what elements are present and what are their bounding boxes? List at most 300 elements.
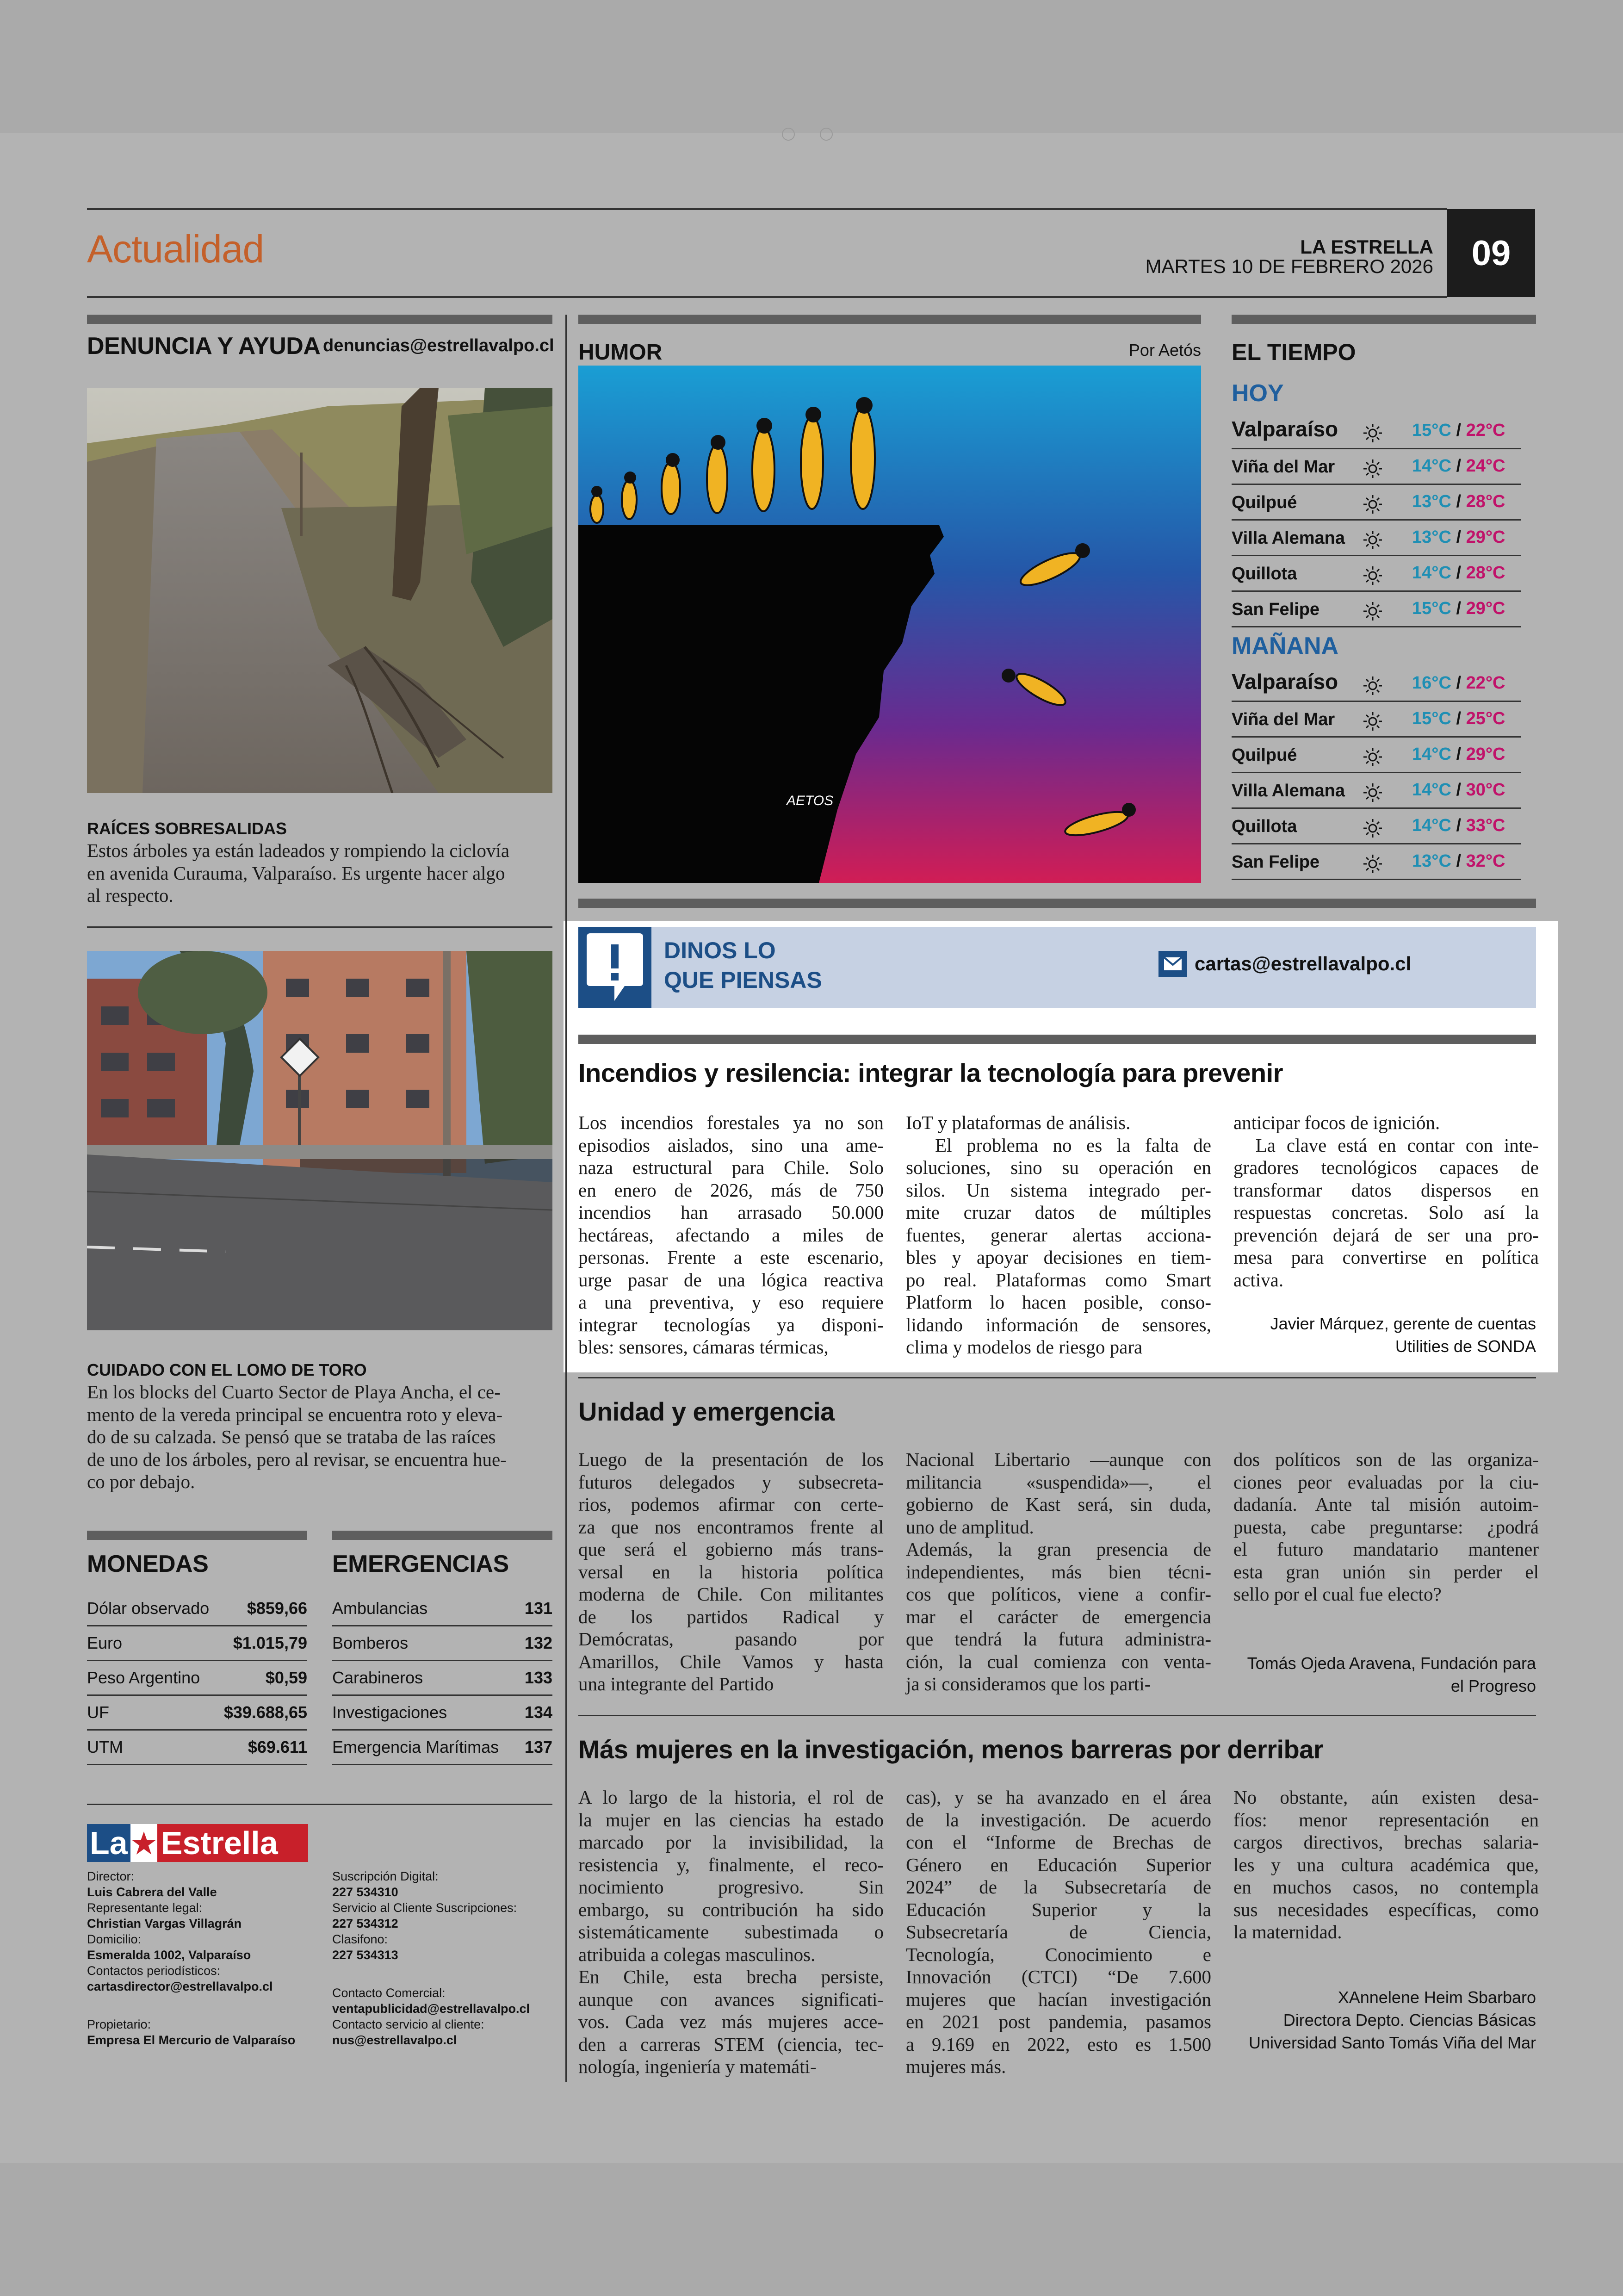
humor-credit: Por Aetós: [1128, 341, 1201, 360]
text-line: embargo, su contribución ha sido: [578, 1899, 884, 1920]
photo-raices: [87, 388, 552, 793]
text-line: naza estructural para Chile. Solo: [578, 1157, 884, 1178]
text-line: za que nos encontramos frente al: [578, 1516, 884, 1538]
weather-city: Villa Alemana: [1232, 528, 1345, 548]
emergencias-table: [332, 1592, 552, 1765]
row-value: $39.688,65: [223, 1703, 307, 1722]
weather-row: [1232, 556, 1521, 592]
text-line: independientes, más bien técni-: [906, 1561, 1211, 1582]
text-line: transformar datos dispersos en: [1233, 1179, 1539, 1201]
weather-row: [1232, 485, 1521, 521]
weather-city: San Felipe: [1232, 600, 1320, 619]
signature-line: XAnnelene Heim Sbarbaro: [1338, 1988, 1536, 2007]
signature-line: Universidad Santo Tomás Viña del Mar: [1249, 2033, 1536, 2052]
text-line: la mujer en las ciencias ha estado: [578, 1809, 884, 1831]
text-line: de los partidos Radical y: [578, 1606, 884, 1627]
text-line: aunque con avances significati-: [578, 1988, 884, 2010]
masthead-logo: [87, 1824, 308, 1862]
caption-line: al respecto.: [87, 885, 173, 906]
row-label: Investigaciones: [332, 1703, 447, 1722]
row-label: Emergencia Marítimas: [332, 1738, 499, 1756]
caption-line: Estos árboles ya están ladeados y rompiendo la ciclovía: [87, 840, 510, 861]
letter1-column-3: [1233, 1111, 1539, 1291]
denuncias-rule: [87, 315, 552, 324]
text-line: que tendrá la futura administra-: [906, 1628, 1211, 1650]
caption-line: do de su calzada. Se pensó que se trataba de las raíces: [87, 1426, 496, 1447]
text-line: soluciones, sino su operación en: [906, 1157, 1211, 1178]
text-line: activa.: [1233, 1269, 1284, 1291]
weather-temps: [1412, 421, 1505, 441]
text-line: una integrante del Partido: [578, 1673, 774, 1694]
text-line: gradores tecnológicos capaces de: [1233, 1157, 1539, 1178]
masthead-right: [332, 1868, 564, 2048]
weather-temps: [1412, 527, 1505, 547]
temp-min: 14°C: [1412, 816, 1451, 835]
sun-icon: [1363, 676, 1383, 696]
text-line: sistemáticamente subestimada o: [578, 1921, 884, 1942]
text-line: moderna de Chile. Con militantes: [578, 1583, 884, 1605]
temp-sep: /: [1451, 851, 1466, 871]
row-value: $1.015,79: [233, 1633, 307, 1652]
text-line: la maternidad.: [1233, 1921, 1342, 1942]
text-line: con el “Informe de Brechas de: [906, 1831, 1211, 1853]
temp-max: 29°C: [1466, 527, 1505, 547]
row-label: UTM: [87, 1738, 123, 1756]
text-line: prevención dejará de ser una pro-: [1233, 1224, 1539, 1246]
text-line: hectáreas, afectando a miles de: [578, 1224, 884, 1246]
logo-star-icon: [130, 1824, 157, 1862]
text-line: mite cruzar datos de múltiples: [906, 1202, 1211, 1223]
weather-row: [1232, 773, 1521, 809]
temp-max: 32°C: [1466, 851, 1505, 871]
next-page-icon[interactable]: [820, 128, 833, 141]
letter3-column-3: [1233, 1786, 1539, 1943]
denuncias-email[interactable]: denuncias@estrellavalpo.cl: [323, 336, 554, 355]
text-line: po real. Plataformas como Smart: [906, 1269, 1211, 1291]
sun-icon: [1363, 818, 1383, 838]
signature-line: el Progreso: [1450, 1676, 1536, 1695]
masthead-rule: [87, 1804, 552, 1805]
text-line: bles y apoyar decisiones en tiem-: [906, 1247, 1211, 1268]
letter1-title: Incendios y resilencia: integrar la tecnología para prevenir: [578, 1058, 1283, 1087]
photo-lomo-de-toro: [87, 951, 552, 1330]
weather-city: Valparaíso: [1232, 417, 1338, 441]
sun-icon: [1363, 711, 1383, 732]
table-row: [87, 1626, 307, 1661]
temp-min: 13°C: [1412, 492, 1451, 511]
text-line: vos. Cada vez más mujeres acce-: [578, 2011, 884, 2032]
sun-icon: [1363, 854, 1383, 874]
row-label: UF: [87, 1703, 109, 1722]
text-line: en 2021 post pandemia, pasamos: [906, 2011, 1211, 2032]
weather-temps: [1412, 745, 1505, 764]
table-row: [87, 1592, 307, 1626]
text-line: resistencia y, finalmente, el reco-: [578, 1854, 884, 1875]
mail-icon: [1158, 951, 1187, 977]
temp-min: 15°C: [1412, 709, 1451, 728]
denuncias-divider: [87, 926, 552, 928]
text-line: rios, podemos afirmar con certe-: [578, 1494, 884, 1515]
masthead-label: Director:: [87, 1869, 135, 1883]
weather-panel: [1232, 379, 1536, 880]
letter2-rule: [578, 1377, 1536, 1378]
weather-day-label: HOY: [1232, 380, 1284, 407]
temp-min: 14°C: [1412, 456, 1451, 476]
dinos-speech-icon: [578, 927, 651, 1008]
text-line: silos. Un sistema integrado per-: [906, 1179, 1211, 1201]
text-line: ja si consideramos que los parti-: [906, 1673, 1151, 1694]
weather-city: Quilpué: [1232, 745, 1297, 765]
sun-icon: [1363, 530, 1383, 550]
weather-temps: [1412, 816, 1505, 836]
text-line: den a carreras STEM (ciencia, tec-: [578, 2033, 884, 2055]
masthead-value: Esmeralda 1002, Valparaíso: [87, 1948, 251, 1962]
text-line: Tecnología, Conocimiento e: [906, 1943, 1211, 1965]
caption-line: en avenida Curauma, Valparaíso. Es urgente hacer algo: [87, 862, 505, 884]
masthead-value: 227 534310: [332, 1885, 398, 1899]
weather-row: [1232, 844, 1521, 880]
weather-row: [1232, 592, 1521, 627]
weather-city: Valparaíso: [1232, 670, 1338, 694]
masthead-label: Contacto servicio al cliente:: [332, 2017, 484, 2031]
text-line: fíos: menor representación en: [1233, 1809, 1539, 1831]
text-line: clima y modelos de riesgo para: [906, 1336, 1143, 1358]
masthead-label: Servicio al Cliente Suscripciones:: [332, 1901, 517, 1915]
text-line: nología, ingeniería y matemáti-: [578, 2056, 817, 2077]
text-line: dos políticos son de las organiza-: [1233, 1449, 1539, 1470]
letter3-column-1: [578, 1786, 884, 2078]
weather-temps: [1412, 851, 1505, 871]
sun-icon: [1363, 782, 1383, 803]
letter1-column-1: [578, 1111, 884, 1359]
text-line: incendios han arrasado 50.000: [578, 1202, 884, 1223]
text-line: IoT y plataformas de análisis.: [906, 1112, 1131, 1133]
text-line: anticipar focos de ignición.: [1233, 1112, 1440, 1133]
table-row: [332, 1592, 552, 1626]
text-line: en muchos casos, no contempla: [1233, 1876, 1539, 1898]
text-line: ción, la cual comienza con venta-: [906, 1651, 1211, 1672]
text-line: marcado por la invisibilidad, la: [578, 1831, 884, 1853]
temp-max: 28°C: [1466, 492, 1505, 511]
temp-sep: /: [1451, 492, 1466, 511]
dinos-email[interactable]: cartas@estrellavalpo.cl: [1195, 953, 1412, 974]
weather-row: [1232, 521, 1521, 556]
text-line: personas. Frente a este escenario,: [578, 1247, 884, 1268]
temp-min: 15°C: [1412, 421, 1451, 440]
letter1-rule: [578, 1035, 1536, 1044]
temp-sep: /: [1451, 599, 1466, 618]
photo-raices-caption: [87, 839, 554, 907]
logo-la: La: [87, 1824, 130, 1862]
weather-temps: [1412, 492, 1505, 512]
dinos-line1: DINOS LO: [664, 937, 776, 963]
letter2-column-3: [1233, 1448, 1539, 1606]
sun-icon: [1363, 601, 1383, 621]
weather-city: Villa Alemana: [1232, 781, 1345, 800]
text-line: integrar tecnologías ya disponi-: [578, 1314, 884, 1335]
table-row: [87, 1696, 307, 1731]
paper-name: LA ESTRELLA: [1300, 236, 1433, 258]
text-line: La clave está en contar con inte-: [1233, 1134, 1539, 1156]
left-column-divider: [565, 315, 567, 2082]
weather-day-label: MAÑANA: [1232, 633, 1339, 659]
text-line: Innovación (CTCI) “De 7.600: [906, 1966, 1211, 1987]
text-line: mujeres que hacían investigación: [906, 1988, 1211, 2010]
section-title: Actualidad: [87, 227, 264, 271]
header-bottom-rule: [87, 296, 1447, 298]
text-line: mar el carácter de emergencia: [906, 1606, 1211, 1627]
temp-min: 14°C: [1412, 563, 1451, 583]
weather-row: [1232, 702, 1521, 738]
table-row: [332, 1661, 552, 1696]
text-line: Luego de la presentación de los: [578, 1449, 884, 1470]
masthead-label: Clasifono:: [332, 1932, 388, 1946]
page-number: 09: [1471, 233, 1511, 273]
letter3-signature: [1184, 1986, 1536, 2054]
sun-icon: [1363, 494, 1383, 515]
text-line: mesa para convertirse en política: [1233, 1247, 1539, 1268]
masthead-label: Propietario:: [87, 2017, 151, 2031]
signature-line: Javier Márquez, gerente de cuentas: [1270, 1314, 1536, 1333]
text-line: fuentes, generar alertas acciona-: [906, 1224, 1211, 1246]
caption-line: En los blocks del Cuarto Sector de Playa Ancha, el ce-: [87, 1381, 501, 1402]
weather-temps: [1412, 780, 1505, 800]
weather-temps: [1412, 456, 1505, 476]
letter2-signature: [1231, 1652, 1536, 1697]
masthead-label: Representante legal:: [87, 1901, 203, 1915]
logo-estrella: Estrella: [157, 1824, 308, 1862]
weather-city: Quilpué: [1232, 493, 1297, 512]
emergencias-title: EMERGENCIAS: [332, 1551, 509, 1577]
page-number-box: [1447, 209, 1535, 297]
page-nav-dots[interactable]: [782, 128, 842, 140]
text-line: Educación Superior y la: [906, 1899, 1211, 1920]
temp-sep: /: [1451, 816, 1466, 835]
temp-max: 30°C: [1466, 780, 1505, 800]
weather-title: EL TIEMPO: [1232, 339, 1356, 365]
masthead-value: Empresa El Mercurio de Valparaíso: [87, 2033, 296, 2047]
temp-max: 33°C: [1466, 816, 1505, 835]
table-row: [332, 1696, 552, 1731]
text-line: Demócratas, pasando por: [578, 1628, 884, 1650]
temp-sep: /: [1451, 456, 1466, 476]
temp-min: 13°C: [1412, 851, 1451, 871]
weather-row: [1232, 660, 1521, 702]
temp-sep: /: [1451, 745, 1466, 764]
humor-title: HUMOR: [578, 340, 663, 365]
temp-sep: /: [1451, 673, 1466, 693]
temp-sep: /: [1451, 780, 1466, 800]
text-line: a 9.169 en 2022, esto es 1.500: [906, 2033, 1211, 2055]
letter1-column-2: [906, 1111, 1211, 1359]
row-value: 132: [524, 1633, 552, 1652]
text-line: A lo largo de la historia, el rol de: [578, 1787, 884, 1808]
weather-spacer: [1232, 627, 1536, 632]
signature-line: Utilities de SONDA: [1395, 1337, 1536, 1356]
weather-rule: [1232, 315, 1536, 324]
temp-max: 24°C: [1466, 456, 1505, 476]
sun-icon: [1363, 423, 1383, 443]
text-line: cargos directivos, brechas salaria-: [1233, 1831, 1539, 1853]
monedas-rule: [87, 1531, 307, 1540]
header-top-rule: [87, 208, 1447, 210]
text-line: de la investigación. De acuerdo: [906, 1809, 1211, 1831]
row-label: Peso Argentino: [87, 1668, 200, 1687]
denuncias-title: DENUNCIA Y AYUDA: [87, 333, 321, 360]
text-line: sello por el cual fue electo?: [1233, 1583, 1442, 1605]
photo-lomo-caption-title: CUIDADO CON EL LOMO DE TORO: [87, 1360, 367, 1379]
row-label: Ambulancias: [332, 1599, 428, 1618]
row-label: Bomberos: [332, 1633, 409, 1652]
table-row: [87, 1731, 307, 1765]
weather-city: Quillota: [1232, 817, 1297, 836]
text-line: atribuida a colegas masculinos.: [578, 1943, 816, 1965]
text-line: uno de amplitud.: [906, 1516, 1034, 1538]
emergencias-rule: [332, 1531, 552, 1540]
weather-row: [1232, 738, 1521, 773]
row-value: $0,59: [265, 1668, 307, 1687]
masthead-value: 227 534312: [332, 1917, 398, 1930]
sun-icon: [1363, 747, 1383, 767]
sun-icon: [1363, 459, 1383, 479]
text-line: puesta, cabe preguntarse: ¿podrá: [1233, 1516, 1539, 1538]
text-line: urge pasar de una lógica reactiva: [578, 1269, 884, 1291]
text-line: No obstante, aún existen desa-: [1233, 1787, 1539, 1808]
letter2-column-1: [578, 1448, 884, 1695]
temp-sep: /: [1451, 421, 1466, 440]
weather-row: [1232, 449, 1521, 485]
text-line: Los incendios forestales ya no son: [578, 1112, 884, 1133]
temp-sep: /: [1451, 563, 1466, 583]
text-line: dadanía. Ante tal misión autoim-: [1233, 1494, 1539, 1515]
dinos-top-rule: [578, 899, 1536, 908]
masthead-label: Domicilio:: [87, 1932, 142, 1946]
weather-row: [1232, 407, 1521, 449]
text-line: 2024” de la Subsecretaría de: [906, 1876, 1211, 1898]
text-line: Amarillos, Chile Vamos y hasta: [578, 1651, 884, 1672]
masthead-value: cartasdirector@estrellavalpo.cl: [87, 1980, 273, 1993]
masthead-label: Contactos periodísticos:: [87, 1964, 221, 1978]
temp-max: 29°C: [1466, 745, 1505, 764]
weather-city: Quillota: [1232, 564, 1297, 583]
weather-temps: [1412, 709, 1505, 729]
text-line: a una preventiva, y eso requiere: [578, 1291, 884, 1313]
humor-cartoon: [578, 366, 1201, 883]
photo-lomo-caption: [87, 1381, 554, 1493]
text-line: en enero de 2026, más de 750: [578, 1179, 884, 1201]
text-line: versal en la historia política: [578, 1561, 884, 1582]
temp-sep: /: [1451, 527, 1466, 547]
temp-min: 15°C: [1412, 599, 1451, 618]
text-line: que será el gobierno más trans-: [578, 1539, 884, 1560]
caption-line: mento de la vereda principal se encuentra roto y eleva-: [87, 1403, 503, 1425]
prev-page-icon[interactable]: [782, 128, 795, 141]
masthead-value: Luis Cabrera del Valle: [87, 1885, 217, 1899]
text-line: militancia «suspendida»—, el: [906, 1471, 1211, 1493]
row-value: 131: [524, 1599, 552, 1618]
temp-max: 29°C: [1466, 599, 1505, 618]
text-line: futuros delegados y subsecreta-: [578, 1471, 884, 1493]
temp-min: 14°C: [1412, 745, 1451, 764]
signature-line: Directora Depto. Ciencias Básicas: [1283, 2011, 1536, 2029]
temp-max: 22°C: [1466, 673, 1505, 693]
temp-sep: /: [1451, 709, 1466, 728]
sun-icon: [1363, 565, 1383, 586]
text-line: ciones peor evaluadas por la ciu-: [1233, 1471, 1539, 1493]
weather-city: San Felipe: [1232, 852, 1320, 872]
temp-max: 28°C: [1466, 563, 1505, 583]
row-value: 133: [524, 1668, 552, 1687]
humor-rule: [578, 315, 1201, 324]
text-line: Nacional Libertario —aunque con: [906, 1449, 1211, 1470]
text-line: cos que políticos, viene a confir-: [906, 1583, 1211, 1605]
table-row: [332, 1626, 552, 1661]
masthead-value: ventapublicidad@estrellavalpo.cl: [332, 2002, 530, 2016]
row-label: Euro: [87, 1633, 123, 1652]
letter1-signature: [1231, 1312, 1536, 1358]
text-line: lidando información de sensores,: [906, 1314, 1211, 1335]
text-line: Género en Educación Superior: [906, 1854, 1211, 1875]
weather-row: [1232, 809, 1521, 844]
dinos-banner: [578, 927, 1536, 1008]
letter2-title: Unidad y emergencia: [578, 1397, 835, 1426]
text-line: el futuro mandatario mantener: [1233, 1539, 1539, 1560]
text-line: episodios aislados, sino una ame-: [578, 1134, 884, 1156]
dinos-line2: QUE PIENSAS: [664, 967, 822, 993]
weather-city: Viña del Mar: [1232, 710, 1335, 729]
temp-min: 16°C: [1412, 673, 1451, 693]
text-line: Subsecretaría de Ciencia,: [906, 1921, 1211, 1942]
cartoon-signature: AETOS: [787, 793, 834, 808]
issue-date: MARTES 10 DE FEBRERO 2026: [1145, 255, 1433, 277]
row-value: 134: [524, 1703, 552, 1722]
text-line: sus necesidades específicas, como: [1233, 1899, 1539, 1920]
weather-temps: [1412, 673, 1505, 693]
masthead-value: 227 534313: [332, 1948, 398, 1962]
text-line: nocimiento progresivo. Sin: [578, 1876, 884, 1898]
temp-max: 25°C: [1466, 709, 1505, 728]
row-label: Carabineros: [332, 1668, 423, 1687]
text-line: les y una cultura académica que,: [1233, 1854, 1539, 1875]
text-line: cas), y se ha avanzado en el área: [906, 1787, 1211, 1808]
caption-line: de uno de los árboles, pero al revisar, se encuentra hue-: [87, 1448, 507, 1470]
monedas-table: [87, 1592, 307, 1765]
row-value: $859,66: [247, 1599, 307, 1618]
text-line: bles: sensores, cámaras térmicas,: [578, 1336, 829, 1358]
masthead-value: nus@estrellavalpo.cl: [332, 2033, 457, 2047]
letter3-rule: [578, 1715, 1536, 1716]
weather-city: Viña del Mar: [1232, 457, 1335, 477]
text-line: El problema no es la falta de: [906, 1134, 1212, 1156]
masthead-label: Contacto Comercial:: [332, 1986, 446, 2000]
photo-raices-caption-title: RAÍCES SOBRESALIDAS: [87, 819, 287, 838]
text-line: gobierno de Kast será, sin duda,: [906, 1494, 1211, 1515]
text-line: Además, la gran presencia de: [906, 1539, 1211, 1560]
temp-min: 14°C: [1412, 780, 1451, 800]
letter3-title: Más mujeres en la investigación, menos barreras por derribar: [578, 1735, 1324, 1764]
caption-line: co por debajo.: [87, 1471, 195, 1492]
row-value: 137: [524, 1738, 552, 1756]
row-label: Dólar observado: [87, 1599, 210, 1618]
monedas-title: MONEDAS: [87, 1551, 209, 1577]
table-row: [87, 1661, 307, 1696]
masthead-left: [87, 1868, 328, 2048]
signature-line: Tomás Ojeda Aravena, Fundación para: [1247, 1654, 1536, 1673]
masthead-label: Suscripción Digital:: [332, 1869, 439, 1883]
text-line: esta gran unión sin perder el: [1233, 1561, 1539, 1582]
table-row: [332, 1731, 552, 1765]
letter2-column-2: [906, 1448, 1211, 1695]
